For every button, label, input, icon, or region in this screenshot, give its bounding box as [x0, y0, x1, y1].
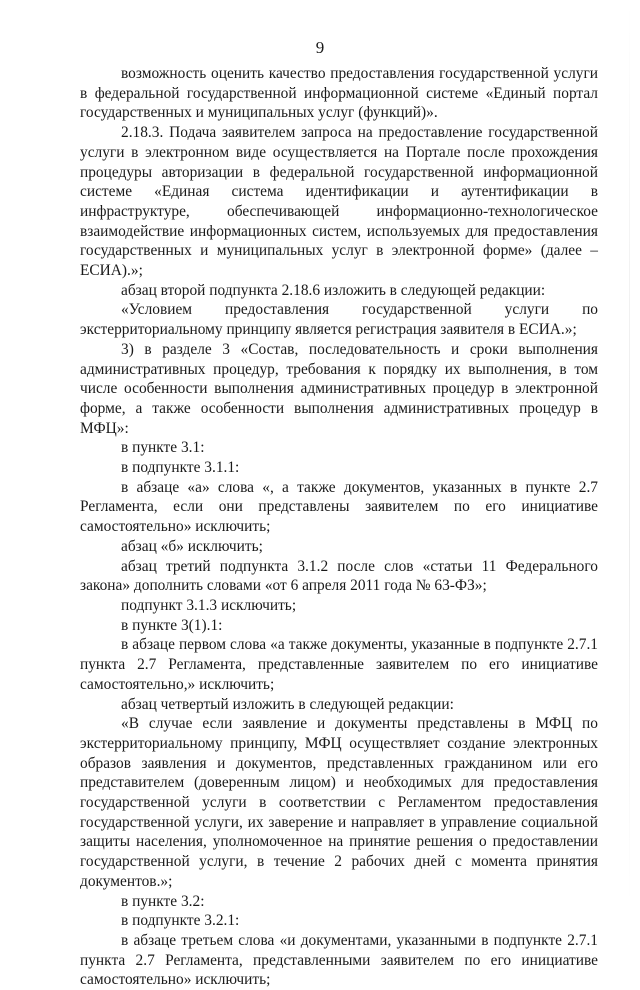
paragraph-1: возможность оценить качество предоставления государственной услуги в федеральной государственной информационной системе «Единый портал государственных и муниципальных услуг (функций)». [80, 65, 598, 122]
paragraph-14: абзац четвертый изложить в следующей редакции: [121, 695, 454, 713]
paragraph-10: абзац третий подпункта 3.1.2 после слов «статьи 11 Федерального закона» дополнить словами «от 6 апреля 2011 года № 63-ФЗ»; [80, 557, 598, 595]
paragraph-9: абзац «б» исключить; [121, 537, 263, 555]
paragraph-5: 3) в разделе 3 «Состав, последовательность и сроки выполнения административных процедур, требования к порядку их выполнения, в том числе особенности выполнения административных процедур в электронной форме, а также особенности выполнения административных процедур в МФЦ»: [80, 340, 598, 437]
paragraph-11: подпункт 3.1.3 исключить; [121, 596, 297, 614]
document-body [80, 64, 598, 990]
paragraph-15: «В случае если заявление и документы представлены в МФЦ по экстерриториальному принципу, МФЦ осуществляет создание электронных образов заявления и документов, представленных гражданином или его представителем (доверенным лицом) и необходимых для предоставления государственной услуги в соответствии с Регламентом предоставления государственной услуги, их заверение и направляет в управление социальной защиты населения, уполномоченное на принятие решения о предоставлении государственной услуги, в течение 2 рабочих дней с момента принятия документов.»; [80, 715, 598, 890]
paragraph-12: в пункте 3(1).1: [121, 616, 223, 634]
paragraph-4: «Условием предоставления государственной услуги по экстерриториальному принципу является регистрация заявителя в ЕСИА.»; [80, 301, 598, 339]
paragraph-3: абзац второй подпункта 2.18.6 изложить в следующей редакции: [121, 281, 546, 299]
page-number: 9 [315, 38, 325, 57]
paragraph-6: в пункте 3.1: [121, 439, 205, 457]
paragraph-17: в подпункте 3.2.1: [121, 912, 240, 930]
paragraph-16: в пункте 3.2: [121, 892, 205, 910]
paragraph-2: 2.18.3. Подача заявителем запроса на предоставление государственной услуги в электронном виде осуществляется на Портале после прохождения процедуры авторизации в федеральной государственной информационной системе «Единая система идентификации и аутентификации в инфраструктуре, обеспечивающей информационно-технологическое взаимодействие информационных систем, используемых для предоставления государственных и муниципальных услуг в электронной форме» (далее – ЕСИА).»; [80, 124, 598, 280]
paragraph-7: в подпункте 3.1.1: [121, 459, 240, 477]
scan-edge-shadow [629, 0, 630, 905]
paragraph-18: в абзаце третьем слова «и документами, указанными в подпункте 2.7.1 пункта 2.7 Регламента, представленными заявителем по его инициативе самостоятельно» исключить; [80, 931, 598, 989]
paragraph-13: в абзаце первом слова «а также документы, указанные в подпункте 2.7.1 пункта 2.7 Регламента, представленные заявителем по его инициативе самостоятельно,» исключить; [80, 636, 598, 693]
paragraph-8: в абзаце «а» слова «, а также документов, указанных в пункте 2.7 Регламента, если они представлены заявителем по его инициативе самостоятельно» исключить; [80, 478, 598, 536]
